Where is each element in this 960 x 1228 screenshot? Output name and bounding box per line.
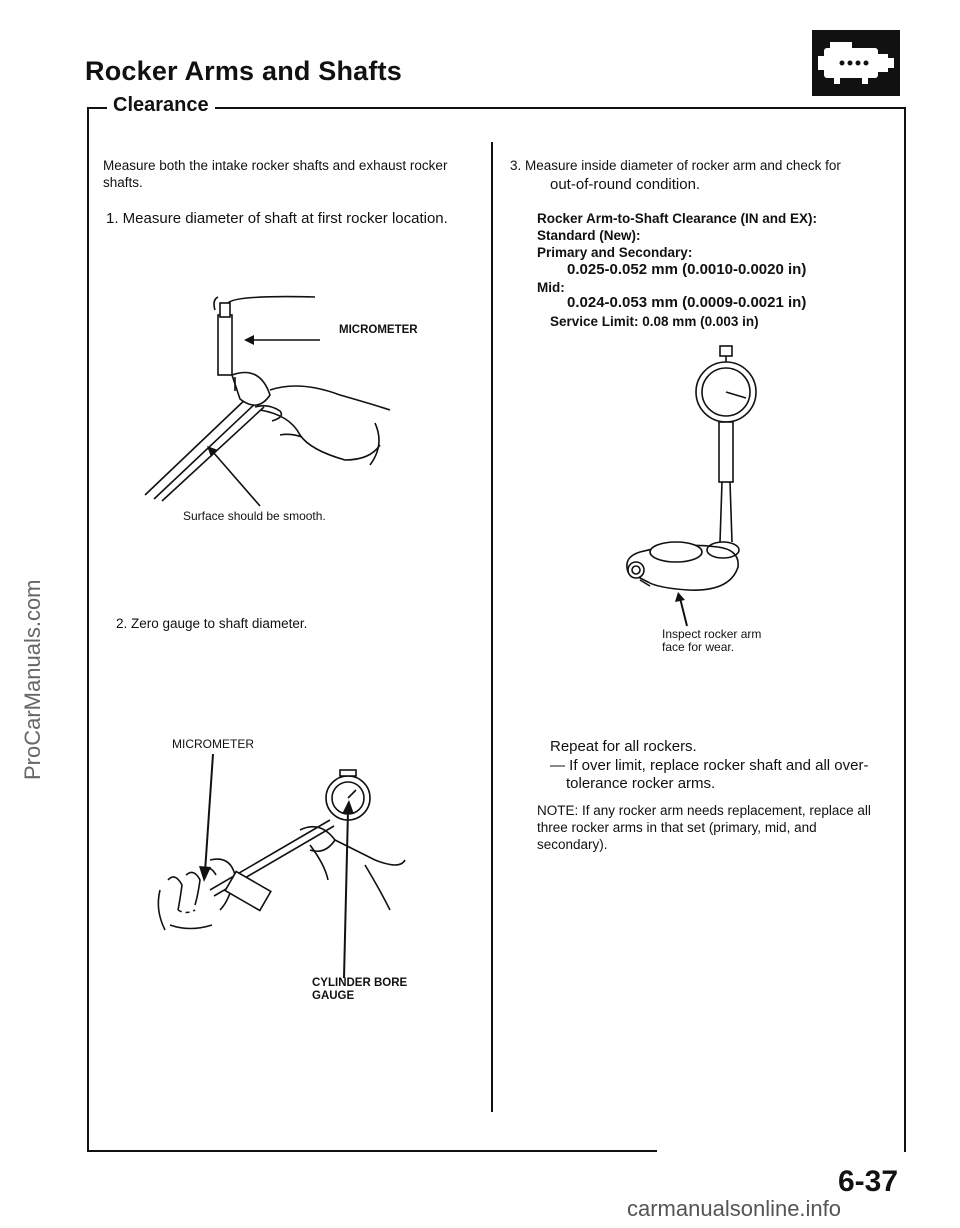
spec-heading: Rocker Arm-to-Shaft Clearance (IN and EX): xyxy=(537,211,818,226)
engine-icon xyxy=(812,30,900,96)
surface-caption: Surface should be smooth. xyxy=(183,509,326,523)
surface-arrow xyxy=(205,444,265,510)
spec-primary-secondary: Primary and Secondary: xyxy=(537,245,693,260)
step-1: 1. Measure diameter of shaft at first rocker location. xyxy=(106,210,448,227)
column-divider xyxy=(491,142,493,1112)
rocker-caption-2: face for wear. xyxy=(662,640,735,654)
micrometer-label-2: MICROMETER xyxy=(172,737,254,751)
overlimit-line-2: tolerance rocker arms. xyxy=(566,775,716,792)
repeat-text: Repeat for all rockers. xyxy=(550,738,697,755)
watermark-bottom: carmanualsonline.info xyxy=(627,1196,842,1221)
page-title: Rocker Arms and Shafts xyxy=(85,56,402,86)
watermark-side: ProCarManuals.com xyxy=(20,579,45,780)
section-heading: Clearance xyxy=(107,94,215,117)
micrometer-label: MICROMETER xyxy=(339,324,418,336)
micrometer-arrow xyxy=(244,334,320,346)
step-3-line-2: out-of-round condition. xyxy=(550,176,701,193)
step-2: 2. Zero gauge to shaft diameter. xyxy=(116,616,308,631)
overlimit-line-1: — If over limit, replace rocker shaft and all over- xyxy=(550,757,869,774)
rocker-face-arrow xyxy=(674,592,694,628)
rocker-caption-1: Inspect rocker arm xyxy=(662,627,762,641)
section-frame-bottom xyxy=(87,1150,657,1152)
spec-standard: Standard (New): xyxy=(537,228,641,243)
note-text: NOTE: If any rocker arm needs replacement, replace all three rocker arms in that set (primary, mid, and secondary). xyxy=(537,803,871,852)
rocker-gauge-illustration xyxy=(618,342,758,602)
spec-service-limit: Service Limit: 0.08 mm (0.003 in) xyxy=(550,314,759,329)
bore-gauge-arrow xyxy=(336,800,360,978)
bore-gauge-illustration xyxy=(150,760,420,950)
spec-mid: Mid: xyxy=(537,280,565,295)
step-3-line-1: 3. Measure inside diameter of rocker arm and check for xyxy=(510,158,841,173)
spec-mid-value: 0.024-0.053 mm (0.0009-0.0021 in) xyxy=(567,294,807,311)
intro-text: Measure both the intake rocker shafts and exhaust rocker shafts. xyxy=(103,158,448,190)
bore-gauge-label-2: GAUGE xyxy=(312,990,355,1002)
page-number: 6-37 xyxy=(838,1165,899,1198)
spec-primary-secondary-value: 0.025-0.052 mm (0.0010-0.0020 in) xyxy=(567,261,807,278)
bore-gauge-label-1: CYLINDER BORE xyxy=(312,977,408,989)
